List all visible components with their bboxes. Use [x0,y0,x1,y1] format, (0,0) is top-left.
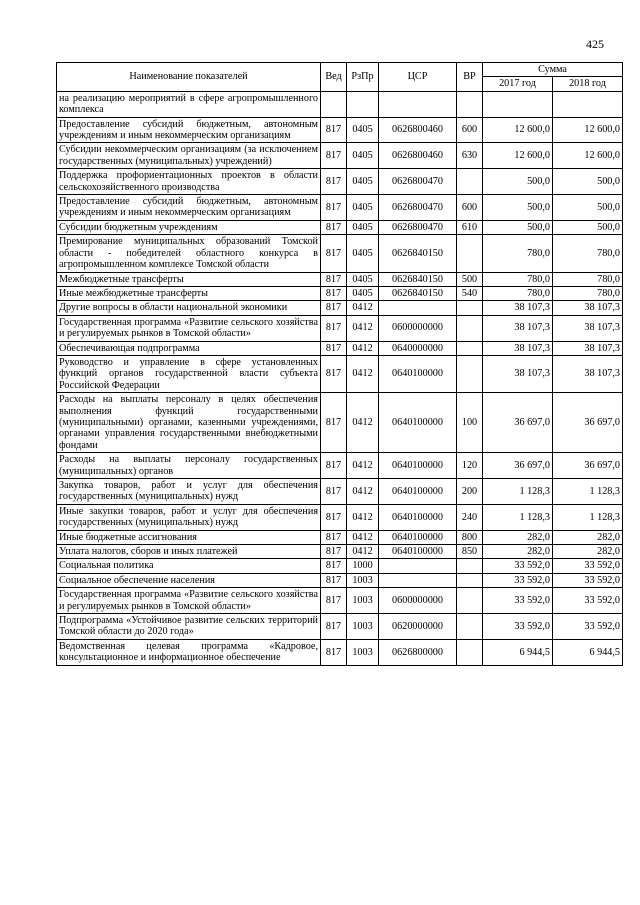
cell-ved: 817 [321,341,347,355]
cell-2018: 6 944,5 [553,639,623,665]
cell-vr [457,169,483,195]
cell-2018: 36 697,0 [553,393,623,453]
cell-csr: 0640100000 [379,453,457,479]
cell-rzpr: 0405 [347,220,379,234]
cell-name: Закупка товаров, работ и услуг для обеспечения государственных (муниципальных) нужд [57,479,321,505]
cell-ved: 817 [321,169,347,195]
cell-2017: 12 600,0 [483,117,553,143]
cell-vr: 600 [457,195,483,221]
cell-2017: 500,0 [483,169,553,195]
cell-2018: 780,0 [553,286,623,300]
table-row [57,91,623,117]
cell-2018: 500,0 [553,169,623,195]
cell-vr [457,573,483,587]
cell-2018: 780,0 [553,235,623,272]
cell-csr: 0626800470 [379,220,457,234]
cell-2017: 1 128,3 [483,479,553,505]
cell-rzpr: 1003 [347,614,379,640]
cell-csr [379,559,457,573]
cell-ved: 817 [321,479,347,505]
cell-ved: 817 [321,559,347,573]
cell-2018: 780,0 [553,272,623,286]
cell-name: Социальная политика [57,559,321,573]
cell-rzpr: 0405 [347,195,379,221]
cell-ved: 817 [321,143,347,169]
cell-2017: 500,0 [483,195,553,221]
cell-rzpr: 0412 [347,355,379,392]
cell-ved: 817 [321,614,347,640]
table-row [57,235,623,272]
cell-rzpr: 0412 [347,393,379,453]
cell-name: Субсидии некоммерческим организациям (за исключением государственных (муниципальных) учреждений) [57,143,321,169]
cell-csr [379,91,457,117]
cell-vr [457,341,483,355]
cell-ved: 817 [321,453,347,479]
cell-name: Государственная программа «Развитие сельского хозяйства и регулируемых рынков в Томской области» [57,315,321,341]
cell-ved: 817 [321,639,347,665]
cell-rzpr: 0405 [347,286,379,300]
cell-2017: 33 592,0 [483,559,553,573]
header-name: Наименование показателей [57,63,321,92]
header-csr: ЦСР [379,63,457,92]
table-row [57,195,623,221]
cell-ved: 817 [321,195,347,221]
cell-vr [457,91,483,117]
cell-rzpr: 0405 [347,117,379,143]
cell-rzpr: 0412 [347,301,379,315]
cell-2017: 282,0 [483,545,553,559]
cell-rzpr: 1003 [347,639,379,665]
cell-2017: 6 944,5 [483,639,553,665]
cell-csr: 0640100000 [379,479,457,505]
cell-csr: 0626840150 [379,235,457,272]
cell-2017: 780,0 [483,286,553,300]
cell-2017: 12 600,0 [483,143,553,169]
cell-csr: 0600000000 [379,315,457,341]
table-row [57,559,623,573]
cell-vr: 610 [457,220,483,234]
cell-rzpr: 0405 [347,235,379,272]
cell-2017 [483,91,553,117]
cell-2017: 1 128,3 [483,504,553,530]
cell-csr [379,301,457,315]
cell-ved: 817 [321,315,347,341]
table-row [57,453,623,479]
cell-2017: 33 592,0 [483,614,553,640]
cell-csr: 0626840150 [379,286,457,300]
cell-vr: 240 [457,504,483,530]
header-sum: Сумма [483,63,623,77]
cell-name: Межбюджетные трансферты [57,272,321,286]
cell-csr: 0600000000 [379,588,457,614]
table-header [57,63,623,92]
cell-vr: 850 [457,545,483,559]
cell-vr [457,559,483,573]
cell-rzpr: 0405 [347,143,379,169]
cell-vr [457,235,483,272]
table-row [57,545,623,559]
page-number: 425 [586,37,604,51]
table-body [57,91,623,665]
cell-2018: 282,0 [553,530,623,544]
table-row [57,530,623,544]
cell-name: Расходы на выплаты персоналу в целях обеспечения выполнения функций государственными (муниципальными) органами, казенными учреждениями, органами управления государственными внебюджетными фондами [57,393,321,453]
cell-vr [457,301,483,315]
cell-2017: 38 107,3 [483,301,553,315]
cell-name: Подпрограмма «Устойчивое развитие сельских территорий Томской области до 2020 года» [57,614,321,640]
cell-ved: 817 [321,286,347,300]
cell-csr [379,573,457,587]
cell-vr: 630 [457,143,483,169]
cell-name: Поддержка профориентационных проектов в области сельскохозяйственного производства [57,169,321,195]
cell-ved: 817 [321,393,347,453]
header-year-2017: 2017 год [483,77,553,91]
cell-2017: 780,0 [483,272,553,286]
cell-csr: 0640100000 [379,545,457,559]
cell-vr: 100 [457,393,483,453]
cell-2017: 38 107,3 [483,355,553,392]
cell-2017: 780,0 [483,235,553,272]
cell-csr: 0626800470 [379,169,457,195]
cell-2017: 38 107,3 [483,315,553,341]
header-ved: Вед [321,63,347,92]
cell-rzpr: 0412 [347,341,379,355]
cell-rzpr: 1003 [347,573,379,587]
cell-2018: 33 592,0 [553,588,623,614]
cell-rzpr: 0412 [347,504,379,530]
table-row [57,220,623,234]
cell-csr: 0626800460 [379,143,457,169]
cell-2018: 500,0 [553,195,623,221]
cell-ved: 817 [321,530,347,544]
table-row [57,504,623,530]
cell-rzpr: 0405 [347,272,379,286]
cell-ved: 817 [321,220,347,234]
cell-name: Субсидии бюджетным учреждениям [57,220,321,234]
cell-2018: 12 600,0 [553,117,623,143]
cell-csr: 0640100000 [379,504,457,530]
cell-name: Другие вопросы в области национальной экономики [57,301,321,315]
cell-vr [457,315,483,341]
table-row [57,169,623,195]
cell-2017: 33 592,0 [483,588,553,614]
cell-2018 [553,91,623,117]
table-row [57,341,623,355]
cell-vr [457,614,483,640]
cell-vr: 600 [457,117,483,143]
cell-vr [457,639,483,665]
cell-name: Социальное обеспечение населения [57,573,321,587]
cell-ved: 817 [321,117,347,143]
table-row [57,286,623,300]
cell-rzpr: 0412 [347,545,379,559]
cell-2018: 38 107,3 [553,301,623,315]
cell-csr: 0640000000 [379,341,457,355]
cell-2017: 38 107,3 [483,341,553,355]
cell-ved: 817 [321,301,347,315]
cell-ved: 817 [321,355,347,392]
cell-rzpr: 0412 [347,315,379,341]
cell-ved [321,91,347,117]
cell-2018: 1 128,3 [553,504,623,530]
cell-2018: 38 107,3 [553,355,623,392]
table-row [57,272,623,286]
cell-name: Государственная программа «Развитие сельского хозяйства и регулируемых рынков в Томской области» [57,588,321,614]
cell-2018: 33 592,0 [553,573,623,587]
cell-vr [457,588,483,614]
cell-ved: 817 [321,272,347,286]
cell-2018: 38 107,3 [553,315,623,341]
cell-csr: 0626800470 [379,195,457,221]
cell-2018: 36 697,0 [553,453,623,479]
cell-2017: 33 592,0 [483,573,553,587]
cell-rzpr: 0412 [347,479,379,505]
cell-csr: 0626800460 [379,117,457,143]
cell-csr: 0626800000 [379,639,457,665]
cell-vr: 500 [457,272,483,286]
cell-rzpr: 1000 [347,559,379,573]
cell-name: Ведомственная целевая программа «Кадровое, консультационное и информационное обеспечение [57,639,321,665]
table-row [57,315,623,341]
cell-2018: 33 592,0 [553,614,623,640]
table-row [57,301,623,315]
cell-name: Иные бюджетные ассигнования [57,530,321,544]
cell-2018: 33 592,0 [553,559,623,573]
table-row [57,588,623,614]
cell-rzpr: 0405 [347,169,379,195]
cell-2017: 36 697,0 [483,453,553,479]
cell-vr: 540 [457,286,483,300]
cell-2017: 500,0 [483,220,553,234]
header-vr: ВР [457,63,483,92]
table-row [57,573,623,587]
table-row [57,614,623,640]
cell-csr: 0620000000 [379,614,457,640]
cell-csr: 0640100000 [379,355,457,392]
cell-ved: 817 [321,588,347,614]
cell-name: Иные межбюджетные трансферты [57,286,321,300]
table-row [57,393,623,453]
cell-ved: 817 [321,545,347,559]
table-row [57,143,623,169]
cell-ved: 817 [321,235,347,272]
cell-2018: 1 128,3 [553,479,623,505]
cell-rzpr: 1003 [347,588,379,614]
cell-rzpr [347,91,379,117]
header-year-2018: 2018 год [553,77,623,91]
cell-2018: 282,0 [553,545,623,559]
table-row [57,117,623,143]
cell-2018: 500,0 [553,220,623,234]
cell-name: Уплата налогов, сборов и иных платежей [57,545,321,559]
cell-csr: 0640100000 [379,530,457,544]
cell-2018: 38 107,3 [553,341,623,355]
cell-name: Расходы на выплаты персоналу государственных (муниципальных) органов [57,453,321,479]
cell-name: на реализацию мероприятий в сфере агропромышленного комплекса [57,91,321,117]
cell-name: Руководство и управление в сфере установленных функций органов государственной власти субъекта Российской Федерации [57,355,321,392]
table-row [57,639,623,665]
cell-2018: 12 600,0 [553,143,623,169]
cell-rzpr: 0412 [347,530,379,544]
cell-name: Предоставление субсидий бюджетным, автономным учреждениям и иным некоммерческим организациям [57,195,321,221]
table-row [57,479,623,505]
cell-vr [457,355,483,392]
cell-name: Премирование муниципальных образований Томской области - победителей областного конкурса в агропромышленном комплексе Томской области [57,235,321,272]
budget-table [56,62,623,666]
cell-name: Иные закупки товаров, работ и услуг для обеспечения государственных (муниципальных) нужд [57,504,321,530]
cell-csr: 0626840150 [379,272,457,286]
header-rzpr: РзПр [347,63,379,92]
cell-name: Обеспечивающая подпрограмма [57,341,321,355]
cell-2017: 282,0 [483,530,553,544]
cell-vr: 200 [457,479,483,505]
cell-ved: 817 [321,504,347,530]
cell-name: Предоставление субсидий бюджетным, автономным учреждениям и иным некоммерческим организациям [57,117,321,143]
cell-rzpr: 0412 [347,453,379,479]
cell-csr: 0640100000 [379,393,457,453]
cell-ved: 817 [321,573,347,587]
table-row [57,355,623,392]
cell-2017: 36 697,0 [483,393,553,453]
cell-vr: 120 [457,453,483,479]
cell-vr: 800 [457,530,483,544]
